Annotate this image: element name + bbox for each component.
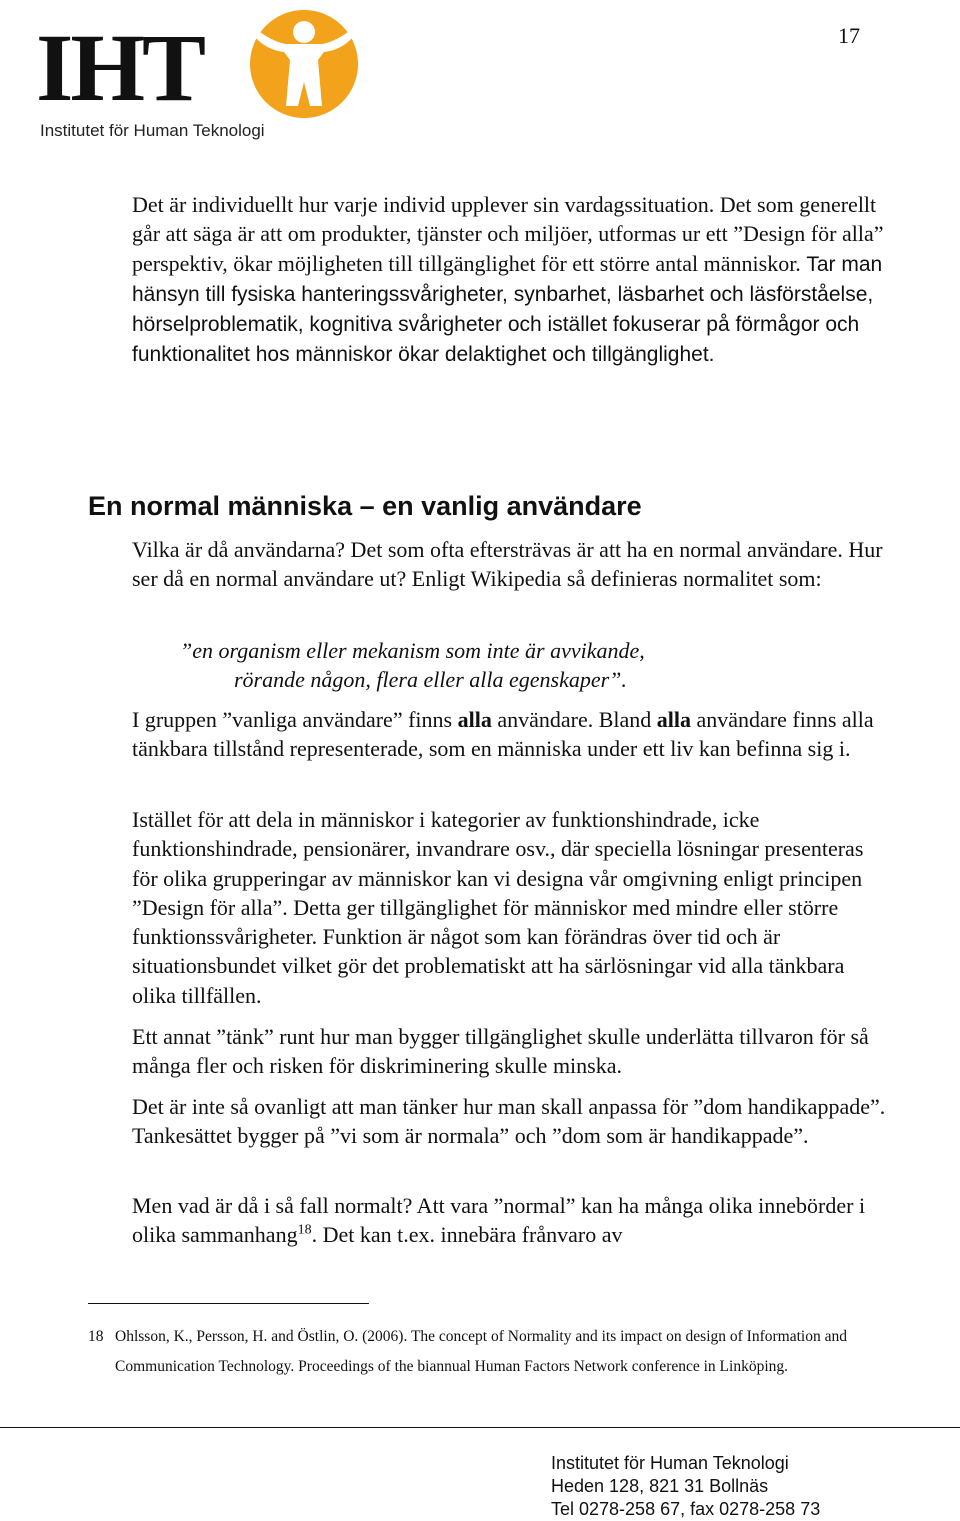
paragraph-design: Istället för att dela in människor i kategorier av funktionshindrade, icke funktionshindrade, pensionärer, invandrare osv., där speciella lösningar presenteras för olika grupperingar av människor kan vi designa vår omgivning enligt principen ”Design för alla”. Detta ger tillgänglighet för människor med mindre eller större funktionssvårigheter. Funktion är något som kan förändras över tid och är situationsbundet vilket gör det problematiskt att ha särlösningar vid alla tänkbara olika tillfällen.: [132, 807, 864, 1008]
section-heading: En normal människa – en vanlig användare: [88, 491, 642, 521]
paragraph-intro-serif: Det är individuellt hur varje individ upplever sin vardagssituation. Det som generellt går att säga är att om produkter, tjänster och miljöer, utformas ur ett ”Design för alla” perspektiv, ökar möjligheten till tillgänglighet för ett större antal människor.: [132, 192, 884, 276]
groups-text-1: I gruppen ”vanliga användare” finns: [132, 707, 458, 732]
paragraph-question: Vilka är då användarna? Det som ofta eftersträvas är att ha en normal användare. Hur ser då en normal användare ut? Enligt Wikipedia så definieras normalitet som:: [132, 537, 883, 592]
paragraph-intro-sans: Tar man hänsyn till fysiska hanteringssvårigheter, synbarhet, läsbarhet och läsförståelse, hörselproblematik, kognitiva svårigheter och istället fokuserar på förmågor och funktionalitet hos människor ökar delaktighet och tillgänglighet.: [132, 252, 883, 367]
quote-line-2: rörande någon, flera eller alla egenskaper”.: [234, 667, 627, 693]
footnote-reference[interactable]: 18: [297, 1222, 312, 1238]
person-figure-icon: [232, 6, 372, 122]
paragraph-adapt: Det är inte så ovanligt att man tänker hur man skall anpassa för ”dom handikappade”. Tankesättet bygger på ”vi som är normala” och ”dom som är handikappade”.: [132, 1094, 886, 1149]
logo-letters: IHT: [36, 14, 204, 121]
paragraph-normal: [132, 1191, 892, 1250]
footnote-text: Ohlsson, K., Persson, H. and Östlin, O. (2006). The concept of Normality and its impact on design of Information and Communication Technology. Proceedings of the biannual Human Factors Network conference in Linköping.: [115, 1328, 847, 1375]
groups-text-2: användare. Bland: [491, 707, 657, 732]
footnote: [88, 1322, 888, 1381]
normal-text-after: . Det kan t.ex. innebära frånvaro av: [311, 1222, 623, 1248]
footer-divider: [0, 1427, 960, 1428]
footer-org: Institutet för Human Teknologi: [551, 1453, 789, 1473]
footer: [551, 1452, 820, 1521]
groups-text-3: användare finns alla tänkbara tillstånd representerade, som en människa under ett liv kan befinna sig i.: [132, 707, 874, 762]
page-number: 17: [838, 23, 860, 48]
footer-phone: Tel 0278-258 67, fax 0278-258 73: [551, 1499, 821, 1519]
paragraph-groups: [132, 705, 892, 764]
footnote-number: 18: [88, 1328, 104, 1345]
groups-bold-1: alla: [457, 707, 492, 732]
paragraph-think: Ett annat ”tänk” runt hur man bygger tillgänglighet skulle underlätta tillvaron för så många fler och risken för diskriminering skulle minska.: [132, 1024, 869, 1079]
paragraph-intro: [132, 190, 892, 370]
footnote-divider: [88, 1303, 369, 1304]
wikipedia-quote: [180, 636, 645, 695]
iht-logo: [36, 6, 346, 151]
normal-text-before: Men vad är då i så fall normalt? Att vara ”normal” kan ha många olika innebörder i olika sammanhang: [132, 1193, 866, 1248]
footer-address: Heden 128, 821 31 Bollnäs: [551, 1476, 769, 1496]
quote-line-1: ”en organism eller mekanism som inte är avvikande,: [180, 638, 645, 663]
logo-subtitle: Institutet för Human Teknologi: [40, 121, 265, 140]
groups-bold-2: alla: [656, 707, 691, 732]
